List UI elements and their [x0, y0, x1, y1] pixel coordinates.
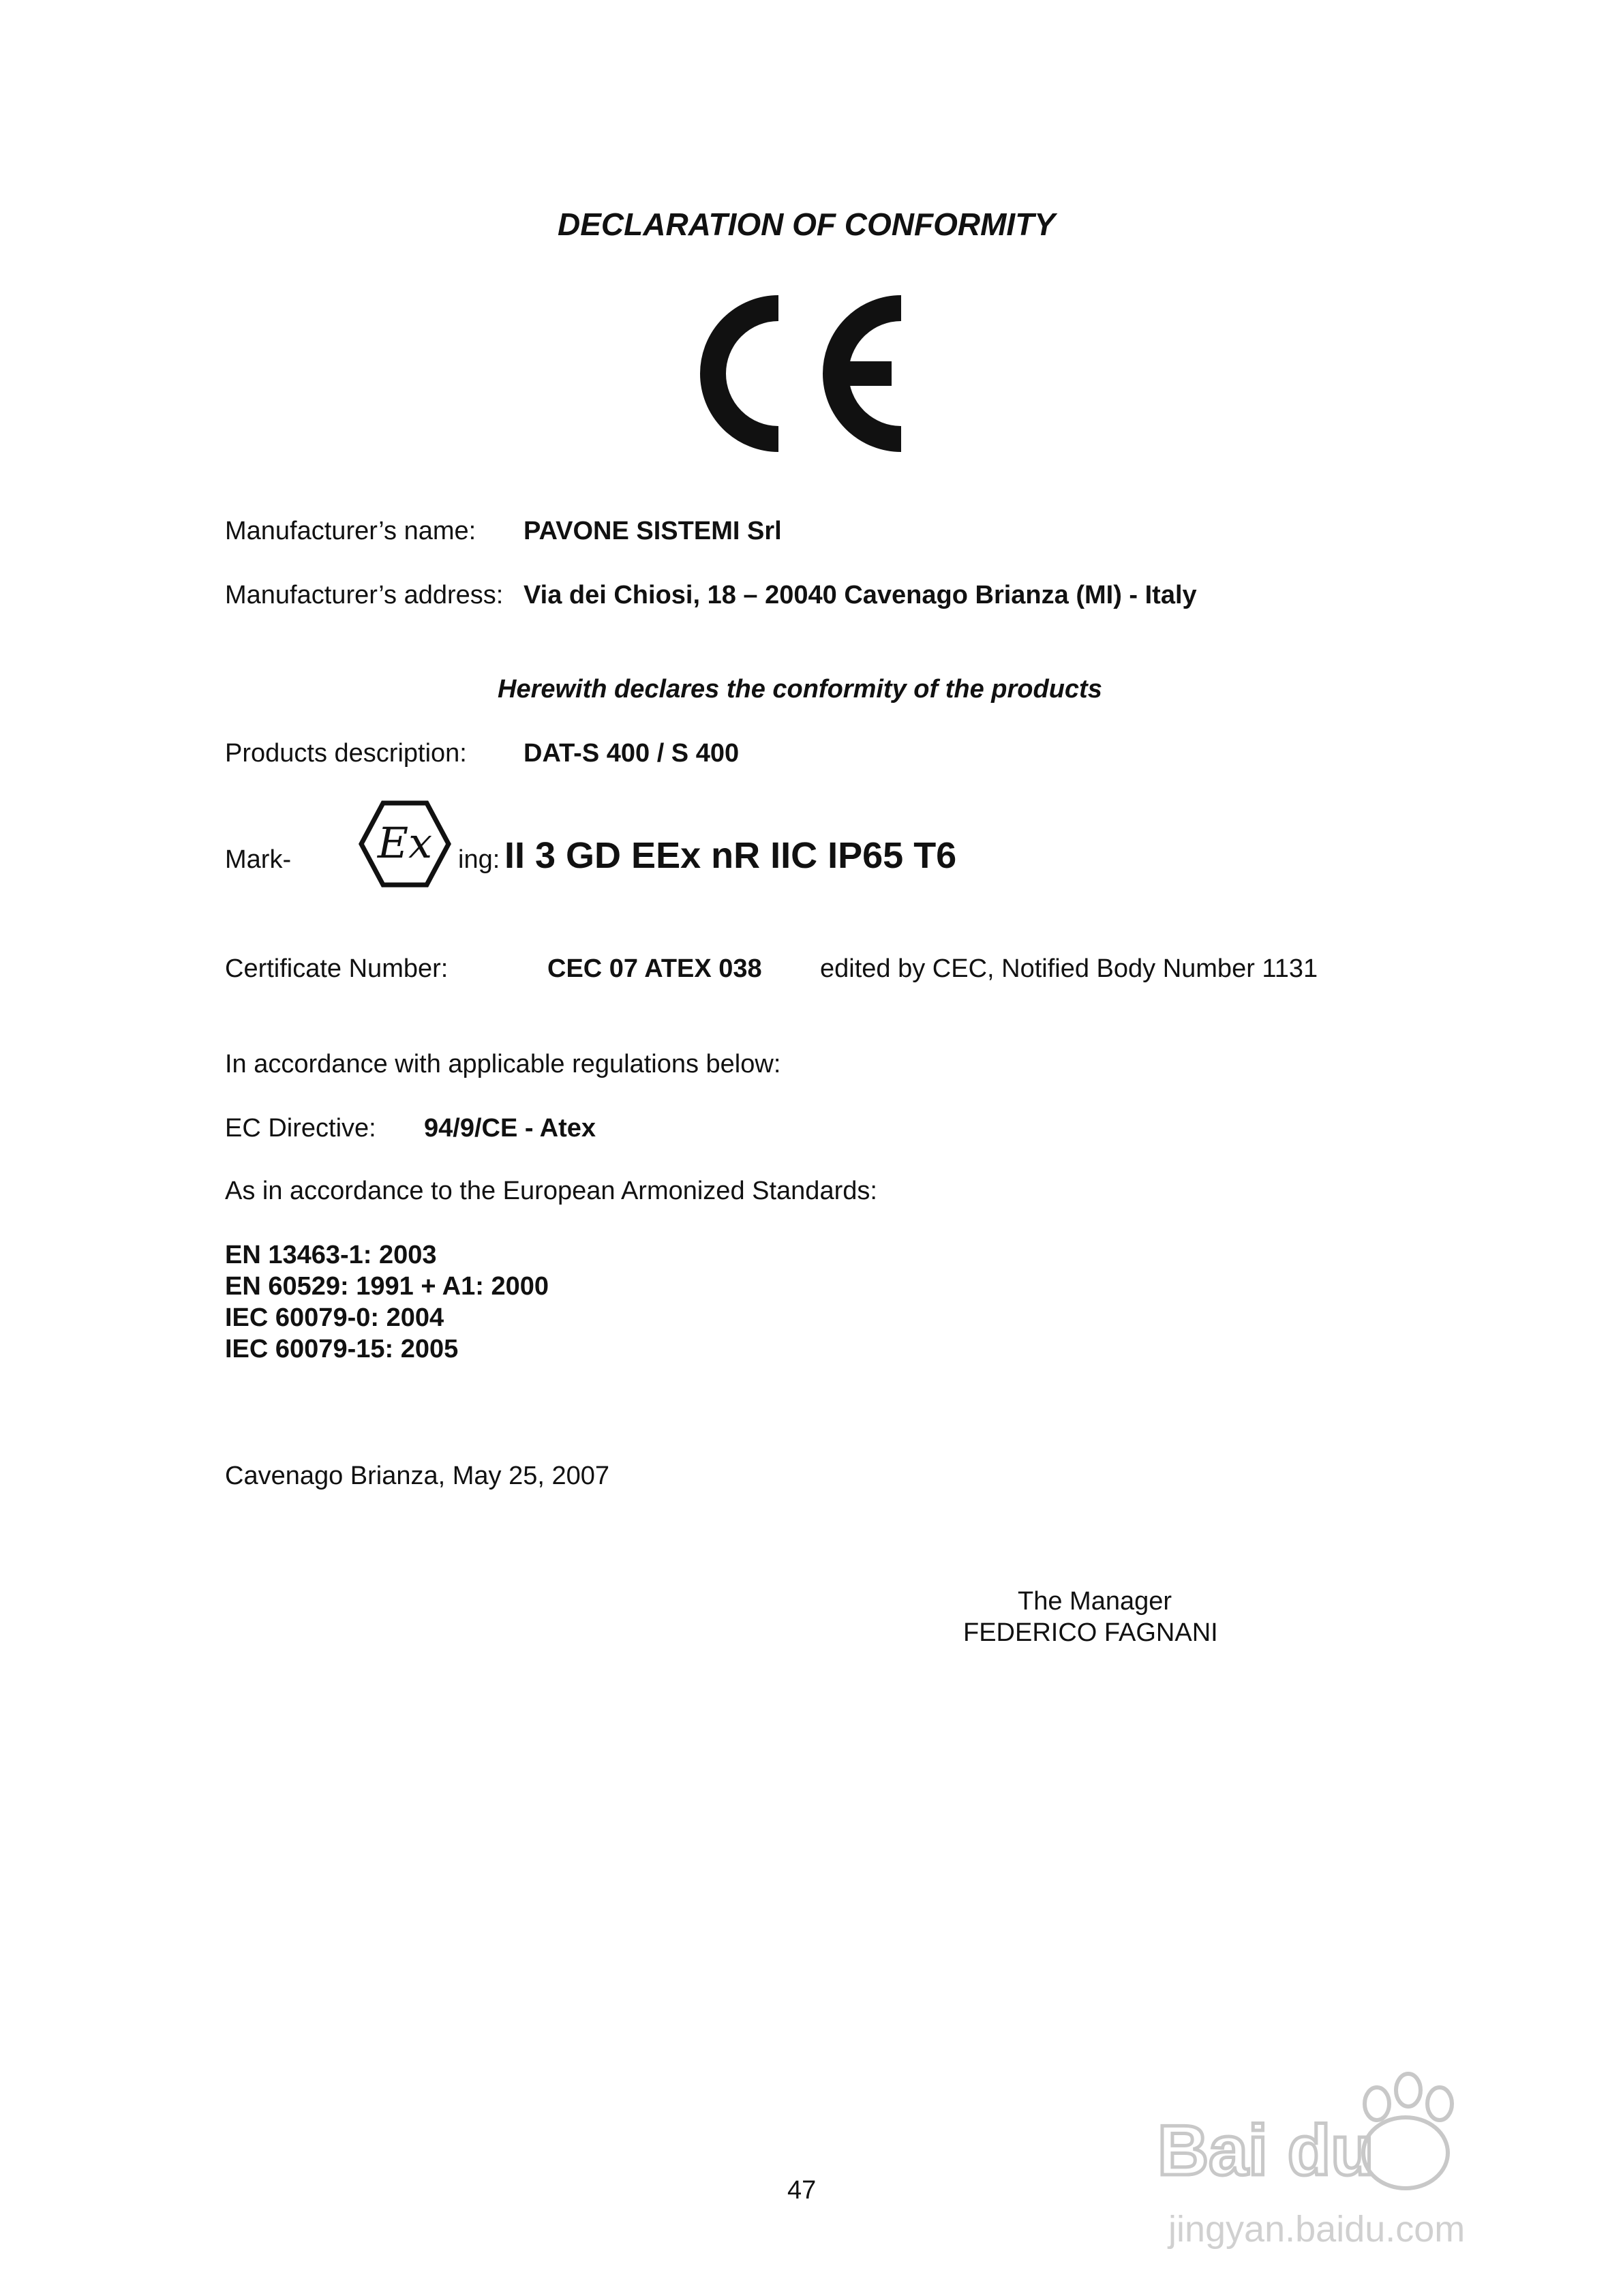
page-number: 47 — [787, 2176, 817, 2205]
svg-text:Ex: Ex — [377, 818, 433, 868]
ex-hexagon-icon — [357, 798, 453, 890]
signature-role: The Manager — [1018, 1587, 1172, 1616]
declaration-statement: Herewith declares the conformity of the products — [498, 675, 1102, 704]
standard-item: EN 13463-1: 2003 — [225, 1241, 437, 1269]
manufacturer-name-value: PAVONE SISTEMI Srl — [524, 517, 782, 545]
document-title: DECLARATION OF CONFORMITY — [558, 207, 1055, 242]
standard-item: IEC 60079-15: 2005 — [225, 1335, 459, 1363]
standards-intro: As in accordance to the European Armonized Standards: — [225, 1177, 877, 1205]
place-and-date: Cavenago Brianza, May 25, 2007 — [225, 1462, 610, 1490]
manufacturer-name-label: Manufacturer’s name: — [225, 517, 476, 545]
standard-item: EN 60529: 1991 + A1: 2000 — [225, 1272, 549, 1301]
directive-value: 94/9/CE - Atex — [424, 1114, 596, 1143]
ce-mark-logo — [688, 292, 913, 455]
baidu-watermark-logo — [1152, 2045, 1575, 2270]
manufacturer-address-value: Via dei Chiosi, 18 – 20040 Cavenago Brianza (MI) - Italy — [524, 581, 1197, 609]
marking-label-end: ing: — [458, 845, 500, 874]
standard-item: IEC 60079-0: 2004 — [225, 1303, 444, 1332]
certificate-label: Certificate Number: — [225, 954, 449, 983]
products-value: DAT-S 400 / S 400 — [524, 739, 740, 768]
svg-text:Bai du: Bai du — [1157, 2111, 1374, 2190]
svg-text:jingyan.baidu.com: jingyan.baidu.com — [1168, 2209, 1466, 2250]
certificate-value: CEC 07 ATEX 038 — [547, 954, 762, 983]
certificate-note: edited by CEC, Notified Body Number 1131 — [820, 954, 1318, 983]
marking-value: II 3 GD EEx nR IIC IP65 T6 — [504, 835, 957, 876]
regulations-intro: In accordance with applicable regulations below: — [225, 1050, 781, 1078]
marking-label-start: Mark- — [225, 845, 292, 874]
signature-name: FEDERICO FAGNANI — [963, 1618, 1218, 1647]
products-label: Products description: — [225, 739, 467, 768]
manufacturer-address-label: Manufacturer’s address: — [225, 581, 504, 609]
directive-label: EC Directive: — [225, 1114, 376, 1143]
